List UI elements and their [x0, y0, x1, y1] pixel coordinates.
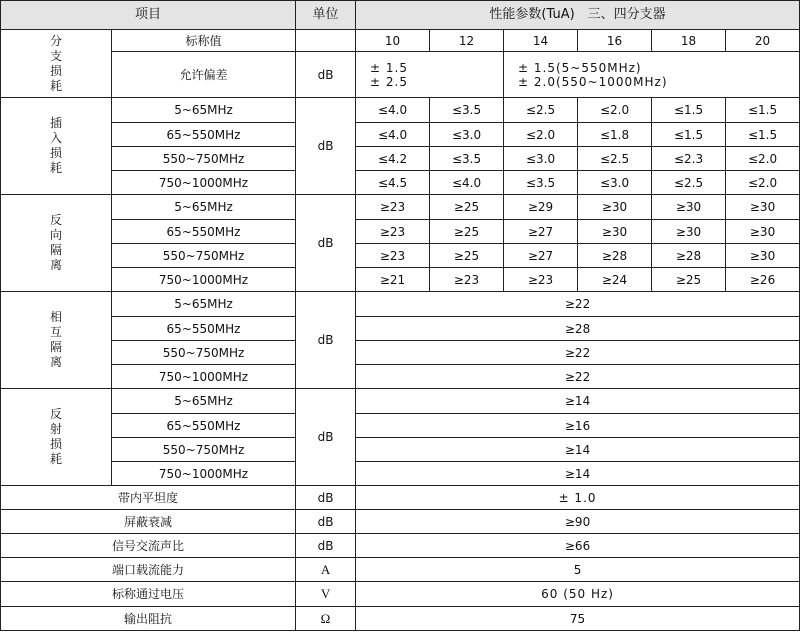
cell: ≥23 — [504, 268, 578, 292]
merged-cell: ≥22 — [356, 365, 800, 389]
cell: ≤4.0 — [356, 123, 430, 147]
cell: ≥24 — [578, 268, 652, 292]
cell: ≤1.5 — [652, 123, 726, 147]
reflection-loss-row — [1, 389, 800, 414]
cell: ≤1.5 — [726, 123, 800, 147]
merged-cell: ≥16 — [356, 414, 800, 438]
group-split-loss: 分 支 损 耗 — [1, 30, 112, 98]
cell: ≤2.0 — [726, 147, 800, 171]
cell: ≥28 — [652, 244, 726, 268]
nominal-value: 20 — [726, 30, 800, 52]
nominal-value: 18 — [652, 30, 726, 52]
group-reflection-loss: 反 射 损 耗 — [1, 389, 112, 486]
reverse-isolation-row — [1, 268, 800, 292]
row-unit: dB — [296, 534, 356, 558]
row-label: 带内平坦度 — [1, 486, 296, 510]
cell: ≤2.5 — [652, 171, 726, 195]
reverse-isolation-row — [1, 244, 800, 268]
insertion-loss-row — [1, 98, 800, 123]
row-label: 标称通过电压 — [1, 582, 296, 607]
row-unit: A — [296, 558, 356, 582]
band-label: 550~750MHz — [112, 244, 296, 268]
reflection-loss-row — [1, 462, 800, 486]
cell: ≥30 — [578, 195, 652, 220]
row-value: ± 1.0 — [356, 486, 800, 510]
reverse-isolation-unit: dB — [296, 195, 356, 292]
cell: ≤3.0 — [430, 123, 504, 147]
cell: ≤2.5 — [578, 147, 652, 171]
merged-cell: ≥14 — [356, 389, 800, 414]
cell: ≥25 — [652, 268, 726, 292]
cell: ≤4.0 — [430, 171, 504, 195]
cell: ≥27 — [504, 244, 578, 268]
header-unit: 单位 — [296, 1, 356, 30]
band-label: 65~550MHz — [112, 220, 296, 244]
cell: ≥23 — [356, 220, 430, 244]
cell: ≤2.0 — [578, 98, 652, 123]
merged-cell: ≥28 — [356, 317, 800, 341]
cell: ≥23 — [356, 244, 430, 268]
row-label: 信号交流声比 — [1, 534, 296, 558]
row-label: 屏蔽衰减 — [1, 510, 296, 534]
reflection-loss-row — [1, 414, 800, 438]
header-params: 性能参数(TuA) 三、四分支器 — [356, 1, 800, 30]
band-label: 750~1000MHz — [112, 462, 296, 486]
row-unit: Ω — [296, 607, 356, 631]
band-label: 750~1000MHz — [112, 365, 296, 389]
tolerance-value-a: ± 1.5 ± 2.5 — [356, 52, 504, 98]
band-label: 65~550MHz — [112, 317, 296, 341]
current-capacity-row — [1, 558, 800, 582]
cell: ≤3.5 — [504, 171, 578, 195]
band-label: 5~65MHz — [112, 389, 296, 414]
cell: ≤1.5 — [726, 98, 800, 123]
cell: ≥28 — [578, 244, 652, 268]
cell: ≤2.5 — [504, 98, 578, 123]
row-label: 输出阻抗 — [1, 607, 296, 631]
band-label: 750~1000MHz — [112, 171, 296, 195]
merged-cell: ≥14 — [356, 438, 800, 462]
cell: ≥30 — [578, 220, 652, 244]
cell: ≥23 — [356, 195, 430, 220]
row-value: ≥90 — [356, 510, 800, 534]
group-insertion-loss: 插 入 损 耗 — [1, 98, 112, 195]
band-label: 5~65MHz — [112, 292, 296, 317]
insertion-loss-row — [1, 147, 800, 171]
voltage-row — [1, 582, 800, 607]
insertion-loss-unit: dB — [296, 98, 356, 195]
impedance-row — [1, 607, 800, 631]
row-value: 60 (50 Hz) — [356, 582, 800, 607]
mutual-isolation-row — [1, 365, 800, 389]
cell: ≤4.0 — [356, 98, 430, 123]
merged-cell: ≥22 — [356, 341, 800, 365]
cell: ≤4.5 — [356, 171, 430, 195]
row-unit: dB — [296, 486, 356, 510]
header-item: 项目 — [1, 1, 296, 30]
cell: ≥25 — [430, 195, 504, 220]
tolerance-label: 允许偏差 — [112, 52, 296, 98]
cell: ≤4.2 — [356, 147, 430, 171]
nominal-value: 16 — [578, 30, 652, 52]
reflection-loss-row — [1, 438, 800, 462]
shielding-row — [1, 510, 800, 534]
cell: ≤3.5 — [430, 98, 504, 123]
mutual-isolation-unit: dB — [296, 292, 356, 389]
reverse-isolation-row — [1, 220, 800, 244]
row-value: ≥66 — [356, 534, 800, 558]
nominal-unit — [296, 30, 356, 52]
mutual-isolation-row — [1, 341, 800, 365]
group-reverse-isolation: 反 向 隔 离 — [1, 195, 112, 292]
band-label: 5~65MHz — [112, 98, 296, 123]
cell: ≤2.3 — [652, 147, 726, 171]
band-label: 65~550MHz — [112, 123, 296, 147]
cell: ≥30 — [726, 244, 800, 268]
cell: ≤2.0 — [504, 123, 578, 147]
row-value: 75 — [356, 607, 800, 631]
nominal-value: 12 — [430, 30, 504, 52]
cell: ≥30 — [652, 220, 726, 244]
nominal-value: 14 — [504, 30, 578, 52]
cell: ≤3.5 — [430, 147, 504, 171]
band-label: 550~750MHz — [112, 438, 296, 462]
cell: ≤2.0 — [726, 171, 800, 195]
tolerance-value-b: ± 1.5(5~550MHz) ± 2.0(550~1000MHz) — [504, 52, 800, 98]
band-label: 5~65MHz — [112, 195, 296, 220]
cell: ≥29 — [504, 195, 578, 220]
band-label: 65~550MHz — [112, 414, 296, 438]
merged-cell: ≥22 — [356, 292, 800, 317]
row-unit: dB — [296, 510, 356, 534]
cell: ≥27 — [504, 220, 578, 244]
cell: ≥25 — [430, 244, 504, 268]
insertion-loss-row — [1, 123, 800, 147]
hum-ratio-row — [1, 534, 800, 558]
nominal-label: 标称值 — [112, 30, 296, 52]
mutual-isolation-row — [1, 317, 800, 341]
tolerance-unit: dB — [296, 52, 356, 98]
cell: ≤3.0 — [578, 171, 652, 195]
cell: ≤3.0 — [504, 147, 578, 171]
cell: ≤1.8 — [578, 123, 652, 147]
flatness-row — [1, 486, 800, 510]
band-label: 750~1000MHz — [112, 268, 296, 292]
header-row — [1, 1, 800, 30]
reflection-loss-unit: dB — [296, 389, 356, 486]
band-label: 550~750MHz — [112, 341, 296, 365]
band-label: 550~750MHz — [112, 147, 296, 171]
cell: ≥21 — [356, 268, 430, 292]
cell: ≥30 — [726, 195, 800, 220]
cell: ≥30 — [726, 220, 800, 244]
nominal-row — [1, 30, 800, 52]
cell: ≥23 — [430, 268, 504, 292]
cell: ≥25 — [430, 220, 504, 244]
nominal-value: 10 — [356, 30, 430, 52]
insertion-loss-row — [1, 171, 800, 195]
reverse-isolation-row — [1, 195, 800, 220]
merged-cell: ≥14 — [356, 462, 800, 486]
group-mutual-isolation: 相 互 隔 离 — [1, 292, 112, 389]
row-unit: V — [296, 582, 356, 607]
cell: ≤1.5 — [652, 98, 726, 123]
cell: ≥26 — [726, 268, 800, 292]
row-value: 5 — [356, 558, 800, 582]
cell: ≥30 — [652, 195, 726, 220]
tolerance-row — [1, 52, 800, 98]
row-label: 端口载流能力 — [1, 558, 296, 582]
mutual-isolation-row — [1, 292, 800, 317]
